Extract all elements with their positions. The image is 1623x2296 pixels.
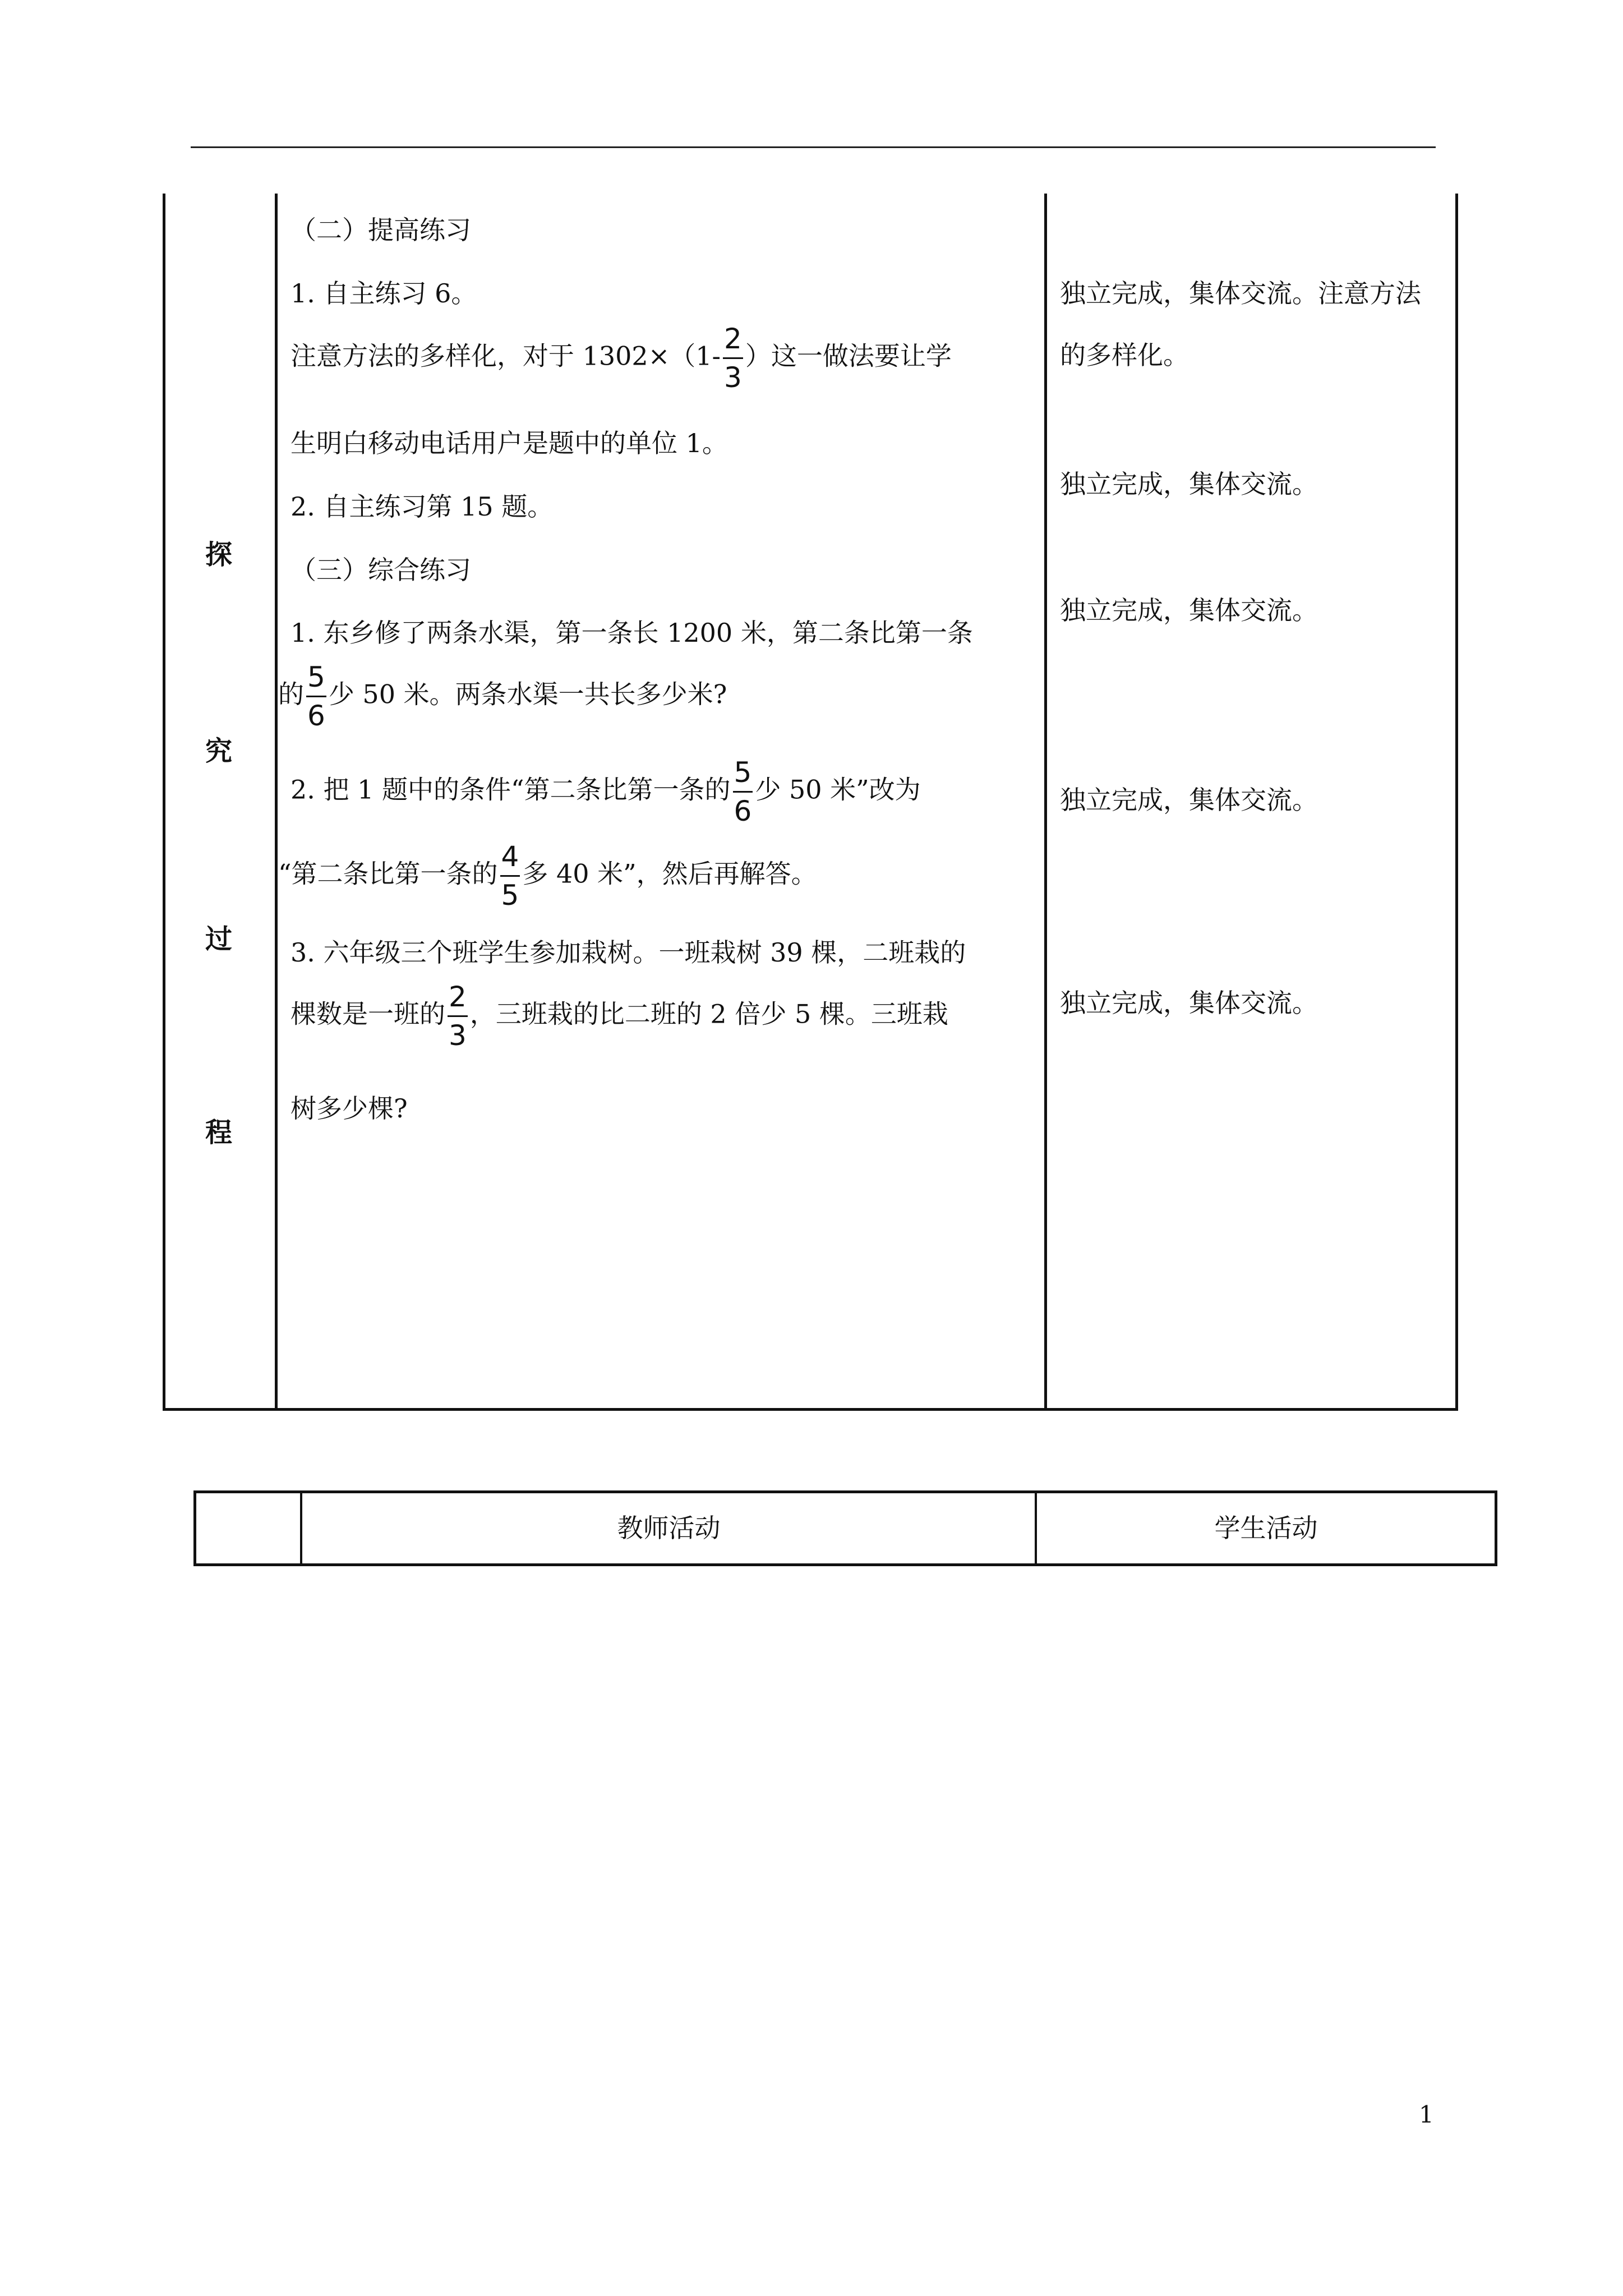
side-label-char: 过 xyxy=(205,923,232,955)
line-text: 棵数是一班的 xyxy=(291,999,445,1029)
table-divider-1 xyxy=(300,1493,302,1563)
line-text: 注意方法的多样化，对于 1302×（1- xyxy=(291,341,721,371)
line-text: ）这一做法要让学 xyxy=(745,341,952,371)
fraction-numerator: 5 xyxy=(306,662,326,697)
fraction xyxy=(448,982,468,1051)
fraction-denominator: 3 xyxy=(449,1019,467,1052)
exercise-line: 1. 东乡修了两条水渠，第一条长 1200 米，第二条比第一条 xyxy=(291,618,973,648)
fraction-denominator: 3 xyxy=(724,361,742,394)
fraction-numerator: 2 xyxy=(723,324,743,359)
exercise-line-with-fraction xyxy=(291,982,948,1051)
side-label-char: 探 xyxy=(205,539,232,570)
exercise-line-with-fraction xyxy=(278,841,817,910)
fraction-numerator: 2 xyxy=(448,982,468,1017)
exercise-line-with-fraction xyxy=(278,662,727,731)
fraction xyxy=(500,841,520,910)
exercise-line: 生明白移动电话用户是题中的单位 1。 xyxy=(291,428,728,458)
fraction-denominator: 6 xyxy=(307,700,325,732)
line-text: 少 50 米”改为 xyxy=(755,774,921,805)
line-text: “第二条比第一条的 xyxy=(278,858,498,889)
table-divider-2 xyxy=(1044,194,1047,1408)
header-rule xyxy=(191,146,1436,148)
line-text: 多 40 米”，然后再解答。 xyxy=(522,858,817,889)
exercise-line: 3. 六年级三个班学生参加栽树。一班栽树 39 棵，二班栽的 xyxy=(291,937,966,968)
table-divider-1 xyxy=(275,194,278,1408)
student-activity: 独立完成，集体交流。 xyxy=(1060,988,1318,1018)
page-number: 1 xyxy=(1419,2101,1434,2128)
student-activity-header: 学生活动 xyxy=(1214,1513,1318,1543)
line-text: ，三班栽的比二班的 2 倍少 5 棵。三班栽 xyxy=(469,999,948,1029)
fraction xyxy=(306,662,326,731)
exercise-line-with-fraction xyxy=(291,324,952,393)
teacher-activity-header: 教师活动 xyxy=(617,1513,721,1543)
exercise-line-with-fraction xyxy=(291,757,921,826)
table-divider-2 xyxy=(1035,1493,1037,1563)
fraction-numerator: 5 xyxy=(733,757,753,793)
student-activity: 独立完成，集体交流。 xyxy=(1060,595,1318,625)
fraction-denominator: 6 xyxy=(734,795,752,827)
fraction-denominator: 5 xyxy=(501,879,519,912)
fraction-numerator: 4 xyxy=(500,841,520,877)
student-activity: 独立完成，集体交流。 xyxy=(1060,469,1318,499)
line-text: 少 50 米。两条水渠一共长多少米? xyxy=(328,679,727,710)
exercise-line: 树多少棵? xyxy=(291,1093,408,1124)
exercise-line: 2. 自主练习第 15 题。 xyxy=(291,491,554,522)
fraction xyxy=(733,757,753,826)
line-text: 的 xyxy=(278,679,304,710)
activity-header-table xyxy=(193,1490,1497,1566)
student-activity: 的多样化。 xyxy=(1060,340,1189,370)
student-activity: 独立完成，集体交流。 xyxy=(1060,785,1318,815)
fraction xyxy=(723,324,743,393)
lesson-table xyxy=(163,194,1458,1411)
student-activity: 独立完成，集体交流。注意方法 xyxy=(1060,278,1421,309)
section-heading-comprehensive: （三）综合练习 xyxy=(291,555,471,585)
line-text: 2. 把 1 题中的条件“第二条比第一条的 xyxy=(291,774,731,805)
exercise-line: 1. 自主练习 6。 xyxy=(291,278,477,309)
section-heading-improve: （二）提高练习 xyxy=(291,215,471,245)
table-left-border xyxy=(163,194,165,1408)
side-label-char: 究 xyxy=(205,735,232,767)
side-label-char: 程 xyxy=(205,1117,232,1148)
